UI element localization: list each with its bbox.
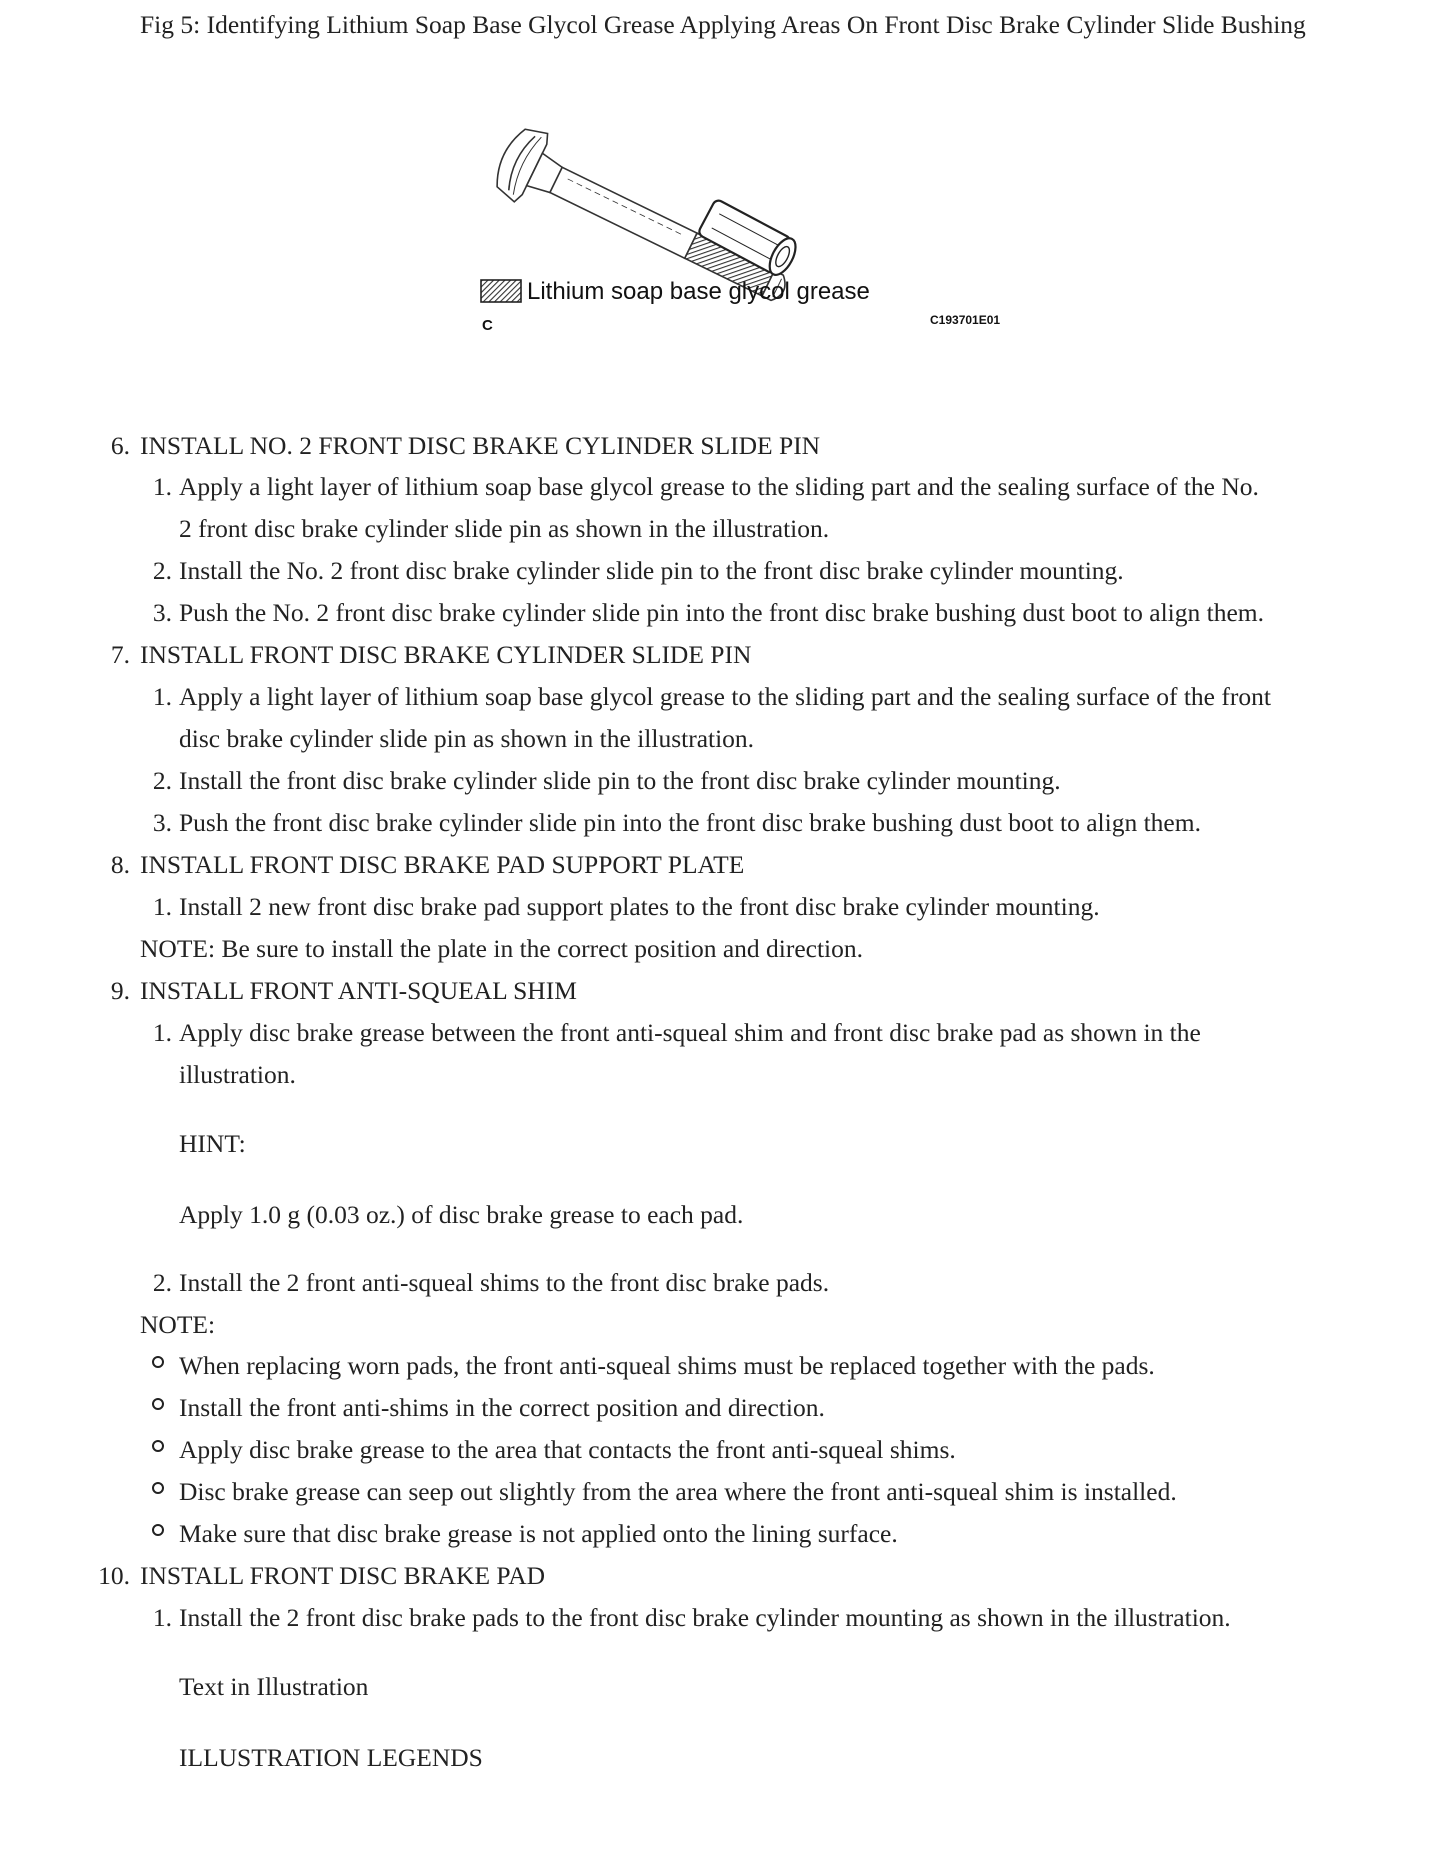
- illustration-legends-heading: ILLUSTRATION LEGENDS: [179, 1743, 483, 1772]
- step-number: 3.: [152, 598, 172, 627]
- section-number: 7.: [110, 640, 130, 669]
- grease-legend-label: Lithium soap base glycol grease: [527, 278, 870, 305]
- section-number: 9.: [110, 976, 130, 1005]
- illustration-text-heading: Text in Illustration: [179, 1672, 369, 1701]
- figure-code: C193701E01: [930, 313, 1001, 327]
- section-title: INSTALL NO. 2 FRONT DISC BRAKE CYLINDER SLIDE PIN: [140, 431, 821, 460]
- section-title: INSTALL FRONT DISC BRAKE CYLINDER SLIDE PIN: [140, 640, 752, 669]
- section-number: 10.: [98, 1561, 130, 1590]
- grease-legend-swatch: [481, 280, 521, 302]
- bullet-marker: [152, 1440, 164, 1452]
- bullet-text: When replacing worn pads, the front anti-squeal shims must be replaced together with the pads.: [179, 1351, 1155, 1380]
- hint-text: Apply 1.0 g (0.03 oz.) of disc brake grease to each pad.: [179, 1200, 744, 1229]
- step-text: illustration.: [179, 1060, 296, 1089]
- bullet-text: Install the front anti-shims in the correct position and direction.: [179, 1393, 825, 1422]
- bullet-text: Disc brake grease can seep out slightly from the area where the front anti-squeal shim is installed.: [179, 1477, 1177, 1506]
- hint-label: HINT:: [179, 1129, 246, 1158]
- step-number: 2.: [152, 766, 172, 795]
- step-number: 3.: [152, 808, 172, 837]
- step-text: Apply a light layer of lithium soap base glycol grease to the sliding part and the sealing surface of the No.: [179, 472, 1259, 501]
- step-text: Install the 2 front anti-squeal shims to the front disc brake pads.: [179, 1268, 830, 1297]
- bullet-marker: [152, 1524, 164, 1536]
- slide-pin-illustration: [470, 105, 1030, 405]
- bullet-marker: [152, 1398, 164, 1410]
- step-number: 2.: [152, 556, 172, 585]
- section-number: 6.: [110, 431, 130, 460]
- step-text: Push the No. 2 front disc brake cylinder slide pin into the front disc brake bushing dust boot to align them.: [179, 598, 1264, 627]
- figure-caption: Fig 5: Identifying Lithium Soap Base Glycol Grease Applying Areas On Front Disc Brake Cylinder Slide Bushing: [140, 10, 1306, 39]
- step-number: 1.: [152, 892, 172, 921]
- bullet-marker: [152, 1356, 164, 1368]
- bullet-text: Apply disc brake grease to the area that contacts the front anti-squeal shims.: [179, 1435, 956, 1464]
- step-text: Install the 2 front disc brake pads to the front disc brake cylinder mounting as shown in the illustration.: [179, 1603, 1231, 1632]
- step-number: 1.: [152, 1018, 172, 1047]
- step-text: Install 2 new front disc brake pad support plates to the front disc brake cylinder mounting.: [179, 892, 1100, 921]
- step-text: Install the front disc brake cylinder slide pin to the front disc brake cylinder mounting.: [179, 766, 1061, 795]
- step-number: 1.: [152, 682, 172, 711]
- step-text: Apply disc brake grease between the front anti-squeal shim and front disc brake pad as shown in the: [179, 1018, 1201, 1047]
- bullet-text: Make sure that disc brake grease is not applied onto the lining surface.: [179, 1519, 898, 1548]
- step-text: Install the No. 2 front disc brake cylinder slide pin to the front disc brake cylinder mounting.: [179, 556, 1124, 585]
- step-number: 1.: [152, 1603, 172, 1632]
- step-text: disc brake cylinder slide pin as shown in the illustration.: [179, 724, 755, 753]
- section-number: 8.: [110, 850, 130, 879]
- section-title: INSTALL FRONT DISC BRAKE PAD: [140, 1561, 546, 1590]
- figure-corner-letter: C: [482, 317, 493, 334]
- step-text: Apply a light layer of lithium soap base glycol grease to the sliding part and the sealing surface of the front: [179, 682, 1271, 711]
- step-number: 1.: [152, 472, 172, 501]
- note-text: NOTE: Be sure to install the plate in the correct position and direction.: [140, 934, 864, 963]
- step-text: Push the front disc brake cylinder slide pin into the front disc brake bushing dust boot to align them.: [179, 808, 1201, 837]
- note-label: NOTE:: [140, 1310, 216, 1339]
- step-text: 2 front disc brake cylinder slide pin as shown in the illustration.: [179, 514, 830, 543]
- section-title: INSTALL FRONT DISC BRAKE PAD SUPPORT PLATE: [140, 850, 745, 879]
- bullet-marker: [152, 1482, 164, 1494]
- section-title: INSTALL FRONT ANTI-SQUEAL SHIM: [140, 976, 577, 1005]
- slide-pin-drawing: [470, 105, 1030, 405]
- step-number: 2.: [152, 1268, 172, 1297]
